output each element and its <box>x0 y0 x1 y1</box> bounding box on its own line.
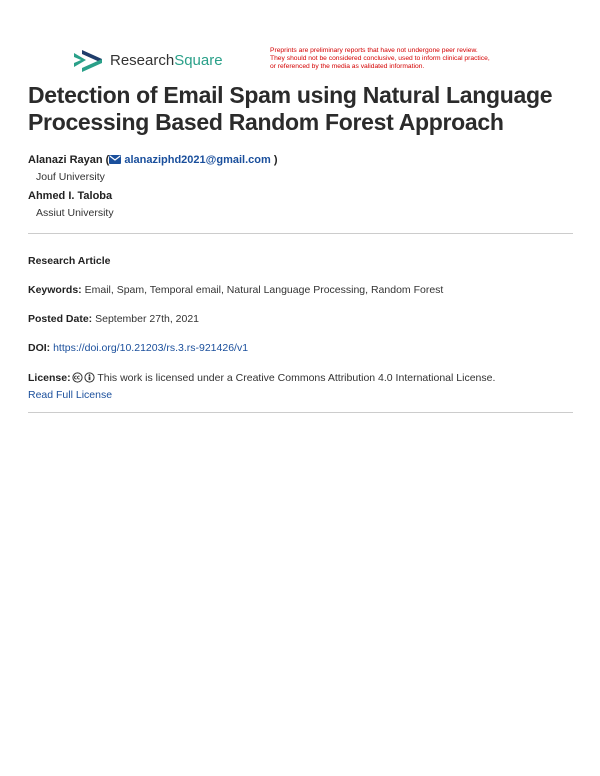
paren-close: ) <box>273 154 278 166</box>
paren-open: ( <box>105 154 110 166</box>
header <box>74 47 554 77</box>
divider <box>28 412 573 413</box>
research-square-logo-icon <box>74 50 102 72</box>
article-type-label: Research Article <box>28 255 111 267</box>
envelope-icon <box>109 154 121 168</box>
license <box>28 371 495 387</box>
author-2 <box>28 189 112 203</box>
preprint-disclaimer <box>270 47 550 72</box>
doi-link[interactable]: https://doi.org/10.21203/rs.3.rs-921426/v1 <box>53 342 249 354</box>
license-link-row <box>28 388 112 402</box>
research-square-logo[interactable] <box>74 49 223 73</box>
author-1-affiliation: Jouf University <box>36 171 105 183</box>
author-name: Alanazi Rayan <box>28 154 103 166</box>
disclaimer-line: They should not be considered conclusive, used to inform clinical practice, <box>270 55 490 63</box>
disclaimer-line: or referenced by the media as validated information. <box>270 63 425 71</box>
keywords-label: Keywords: <box>28 284 82 296</box>
posted-date-value: September 27th, 2021 <box>95 313 200 325</box>
title-line: Processing Based Random Forest Approach <box>28 109 504 135</box>
doi-label: DOI: <box>28 342 51 354</box>
posted-date <box>28 312 199 326</box>
attribution-icon <box>84 372 95 387</box>
paper-title <box>28 82 578 136</box>
license-label: License: <box>28 372 71 384</box>
logo-text <box>110 51 223 71</box>
keywords <box>28 283 443 297</box>
logo-word-research: Research <box>110 52 175 69</box>
creative-commons-icon <box>72 372 83 387</box>
article-type <box>28 254 111 268</box>
author-2-affiliation: Assiut University <box>36 207 114 219</box>
author-1 <box>28 153 278 168</box>
author-name: Ahmed I. Taloba <box>28 190 113 202</box>
posted-date-label: Posted Date: <box>28 313 93 325</box>
title-line: Detection of Email Spam using Natural Language <box>28 82 553 108</box>
disclaimer-line: Preprints are preliminary reports that have not undergone peer review. <box>270 47 478 54</box>
keywords-value: Email, Spam, Temporal email, Natural Language Processing, Random Forest <box>84 284 444 296</box>
divider <box>28 233 573 234</box>
doi <box>28 341 248 355</box>
author-email-link[interactable]: alanaziphd2021@gmail.com <box>124 154 271 166</box>
license-text: This work is licensed under a Creative Commons Attribution 4.0 International License. <box>97 372 496 384</box>
read-full-license-link[interactable]: Read Full License <box>28 389 113 401</box>
logo-word-square: Square <box>174 52 223 69</box>
